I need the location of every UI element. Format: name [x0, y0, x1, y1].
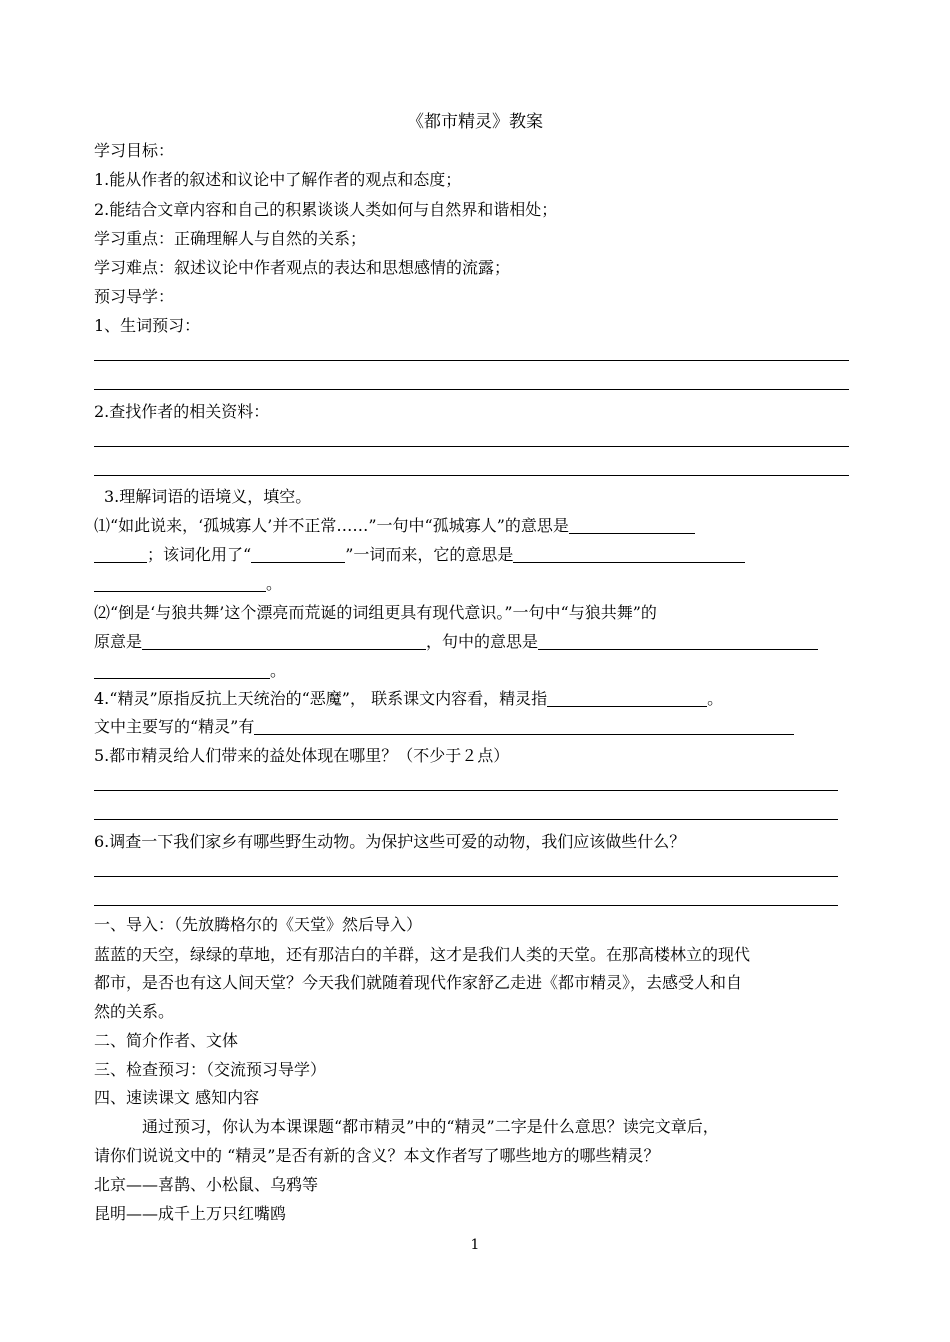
q4-text-a: 4.“精灵”原指反抗上天统治的“恶魔”， 联系课文内容看，精灵指	[94, 689, 548, 708]
q3-1-text-d: 。	[266, 574, 283, 593]
intro-paragraph-line: 蓝蓝的天空，绿绿的草地，还有那洁白的羊群，这才是我们人类的天堂。在那高楼林立的现代	[94, 945, 751, 964]
q3-1-text-b: ；该词化用了“	[147, 545, 252, 564]
question-4-line-1	[94, 688, 723, 710]
section-check-heading: 三、检查预习：（交流预习导学）	[94, 1060, 327, 1079]
question-5: 5.都市精灵给人们带来的益处体现在哪里？（不少于２点）	[94, 746, 510, 765]
q4-text-c: 文中主要写的“精灵”有	[94, 717, 255, 736]
intro-paragraph-line: 然的关系。	[94, 1002, 175, 1021]
fill-blank[interactable]	[569, 517, 695, 534]
q3-2-text-b: 原意是	[94, 632, 143, 651]
fill-blank[interactable]	[94, 575, 266, 592]
fill-blank[interactable]	[547, 690, 707, 707]
question-3-1-line-1	[94, 515, 695, 537]
question-3: 3.理解词语的语境义，填空。	[104, 487, 312, 506]
fill-blank[interactable]	[513, 546, 745, 563]
question-3-2-line-1: ⑵“倒是‘与狼共舞’这个漂亮而荒诞的词组更具有现代意识。”一句中“与狼共舞”的	[94, 603, 657, 622]
answer-line[interactable]	[94, 876, 838, 877]
answer-line[interactable]	[94, 905, 838, 906]
example-kunming: 昆明——成千上万只红嘴鸥	[94, 1204, 287, 1223]
answer-line[interactable]	[94, 790, 838, 791]
question-4-line-2	[94, 716, 794, 738]
fill-blank[interactable]	[538, 633, 818, 650]
preview-heading: 预习导学：	[94, 287, 175, 306]
objective-2: 2.能结合文章内容和自己的积累谈谈人类如何与自然界和谐相处；	[94, 200, 558, 219]
question-3-2-line-3	[94, 660, 286, 682]
question-1: 1、生词预习：	[94, 316, 201, 335]
question-2: 2.查找作者的相关资料：	[94, 402, 270, 421]
example-beijing: 北京——喜鹊、小松鼠、乌鸦等	[94, 1175, 319, 1194]
fill-blank[interactable]	[94, 662, 270, 679]
difficult-point: 学习难点：叙述议论中作者观点的表达和思想感情的流露；	[94, 258, 511, 277]
answer-line[interactable]	[94, 819, 838, 820]
question-3-1-line-3	[94, 573, 282, 595]
answer-line[interactable]	[94, 475, 849, 476]
fill-blank[interactable]	[94, 546, 147, 563]
answer-line[interactable]	[94, 360, 849, 361]
objectives-heading: 学习目标：	[94, 141, 175, 160]
key-point: 学习重点：正确理解人与自然的关系；	[94, 229, 367, 248]
page-title: 《都市精灵》教案	[407, 112, 543, 132]
fill-blank[interactable]	[142, 633, 426, 650]
fill-blank[interactable]	[254, 718, 794, 735]
objective-1: 1.能从作者的叙述和议论中了解作者的观点和态度；	[94, 170, 462, 189]
question-3-2-line-2	[94, 631, 818, 653]
intro-paragraph-line: 都市，是否也有这人间天堂？今天我们就随着现代作家舒乙走进《都市精灵》，去感受人和自	[94, 973, 743, 992]
page-number: 1	[470, 1237, 480, 1253]
section-author-heading: 二、简介作者、文体	[94, 1031, 239, 1050]
question-3-1-line-2	[94, 544, 745, 566]
q3-1-text-c: ”一词而来，它的意思是	[345, 545, 514, 564]
reading-paragraph-line: 请你们说说文中的 “精灵”是否有新的含义？本文作者写了哪些地方的哪些精灵？	[94, 1146, 660, 1165]
reading-paragraph-line: 通过预习，你认为本课课题“都市精灵”中的“精灵”二字是什么意思？读完文章后，	[142, 1117, 719, 1136]
q3-1-text-a: ⑴“如此说来，‘孤城寡人’并不正常……”一句中“孤城寡人”的意思是	[94, 516, 569, 535]
q4-text-b: 。	[707, 689, 724, 708]
answer-line[interactable]	[94, 389, 849, 390]
question-6: 6.调查一下我们家乡有哪些野生动物。为保护这些可爱的动物，我们应该做些什么？	[94, 832, 686, 851]
section-intro-heading: 一、导入：（先放腾格尔的《天堂》然后导入）	[94, 915, 423, 934]
q3-2-text-c: ，句中的意思是	[426, 632, 539, 651]
answer-line[interactable]	[94, 446, 849, 447]
q3-2-text-d: 。	[270, 661, 287, 680]
fill-blank[interactable]	[251, 546, 345, 563]
section-reading-heading: 四、速读课文 感知内容	[94, 1088, 260, 1107]
